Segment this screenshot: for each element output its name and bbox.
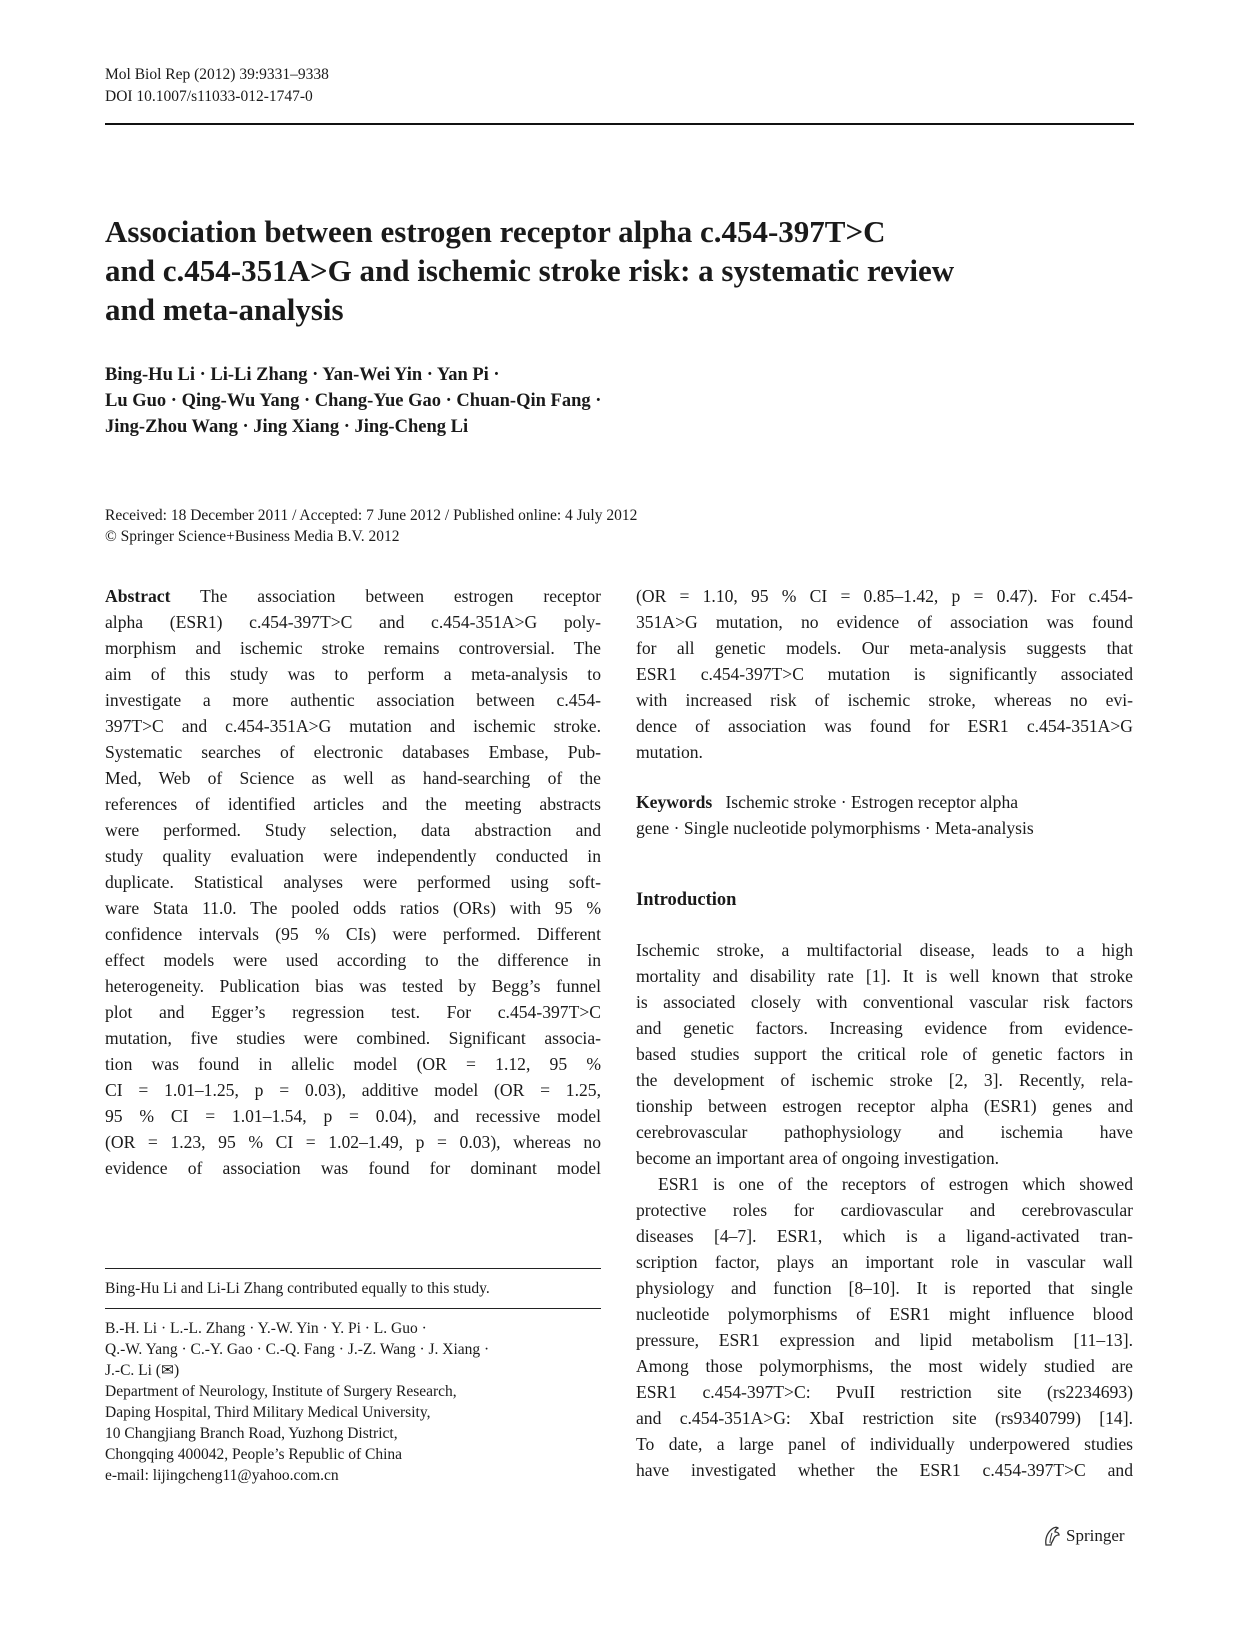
keywords	[636, 789, 1133, 841]
dates-line: Received: 18 December 2011 / Accepted: 7 June 2012 / Published online: 4 July 2012	[105, 507, 638, 524]
abstract-line: were performed. Study selection, data abstraction and	[105, 820, 601, 840]
intro-line: pressure, ESR1 expression and lipid metabolism [11–13].	[636, 1330, 1133, 1350]
introduction-heading	[636, 887, 1133, 913]
affiliation-line: Chongqing 400042, People’s Republic of China	[105, 1446, 403, 1463]
abstract-line: 397T>C and c.454-351A>G mutation and ischemic stroke.	[105, 716, 601, 736]
author-list	[105, 362, 1105, 440]
abstract-line: plot and Egger’s regression test. For c.454-397T>C	[105, 1002, 601, 1022]
abstract-line: ware Stata 11.0. The pooled odds ratios (ORs) with 95 %	[105, 898, 601, 918]
intro-line: have investigated whether the ESR1 c.454-397T>C and	[636, 1460, 1133, 1480]
intro-line: mortality and disability rate [1]. It is well known that stroke	[636, 966, 1133, 986]
abstract-line: alpha (ESR1) c.454-397T>C and c.454-351A>G poly-	[105, 612, 601, 632]
intro-line: become an important area of ongoing investigation.	[636, 1148, 1000, 1168]
intro-line: To date, a large panel of individually underpowered studies	[636, 1434, 1133, 1454]
abstract-line: (OR = 1.23, 95 % CI = 1.02–1.49, p = 0.03), whereas no	[105, 1132, 601, 1152]
intro-line: and c.454-351A>G: XbaI restriction site (rs9340799) [14].	[636, 1408, 1133, 1428]
footnote-rule	[105, 1308, 601, 1309]
abstract-line: 95 % CI = 1.01–1.54, p = 0.04), and recessive model	[105, 1106, 601, 1126]
intro-line: ESR1 is one of the receptors of estrogen which showed	[658, 1174, 1133, 1194]
publisher-logo	[1042, 1525, 1125, 1547]
paper-title	[105, 212, 1145, 329]
abstract-line: Systematic searches of electronic databases Embase, Pub-	[105, 742, 601, 762]
abstract-line: confidence intervals (95 % CIs) were performed. Different	[105, 924, 601, 944]
intro-line: diseases [4–7]. ESR1, which is a ligand-activated tran-	[636, 1226, 1133, 1246]
abstract-line: evidence of association was found for dominant model	[105, 1158, 601, 1178]
intro-line: ESR1 c.454-397T>C: PvuII restriction site (rs2234693)	[636, 1382, 1133, 1402]
intro-line: Ischemic stroke, a multifactorial disease, leads to a high	[636, 940, 1133, 960]
journal-header	[105, 64, 329, 108]
title-line: and c.454-351A>G and ischemic stroke risk: a systematic review	[105, 253, 955, 288]
journal-citation: Mol Biol Rep (2012) 39:9331–9338	[105, 66, 329, 83]
abstract-line: Med, Web of Science as well as hand-searching of the	[105, 768, 601, 788]
publication-dates	[105, 505, 637, 547]
doi: DOI 10.1007/s11033-012-1747-0	[105, 88, 313, 105]
abstract-line: (OR = 1.10, 95 % CI = 0.85–1.42, p = 0.47). For c.454-	[636, 586, 1133, 606]
title-line: Association between estrogen receptor alpha c.454-397T>C	[105, 214, 886, 249]
affiliation-line: Department of Neurology, Institute of Surgery Research,	[105, 1383, 457, 1400]
abstract-line: for all genetic models. Our meta-analysis suggests that	[636, 638, 1133, 658]
intro-line: protective roles for cardiovascular and cerebrovascular	[636, 1200, 1133, 1220]
abstract-line: 351A>G mutation, no evidence of association was found	[636, 612, 1133, 632]
publisher-name: Springer	[1066, 1526, 1125, 1545]
header-rule	[105, 123, 1134, 125]
intro-line: scription factor, plays an important role in vascular wall	[636, 1252, 1133, 1272]
abstract-continued	[636, 583, 1133, 765]
abstract-line: heterogeneity. Publication bias was tested by Begg’s funnel	[105, 976, 601, 996]
abstract	[105, 583, 601, 1181]
keywords-line: gene · Single nucleotide polymorphisms · Meta-analysis	[636, 818, 1034, 838]
abstract-line: study quality evaluation were independently conducted in	[105, 846, 601, 866]
abstract-line: with increased risk of ischemic stroke, whereas no evi-	[636, 690, 1133, 710]
intro-line: the development of ischemic stroke [2, 3]. Recently, rela-	[636, 1070, 1133, 1090]
affiliation-line: B.-H. Li · L.-L. Zhang · Y.-W. Yin · Y. Pi · L. Guo ·	[105, 1320, 427, 1337]
author-line: Lu Guo · Qing-Wu Yang · Chang-Yue Gao · Chuan-Qin Fang ·	[105, 391, 602, 411]
abstract-line: references of identified articles and the meeting abstracts	[105, 794, 601, 814]
abstract-line: morphism and ischemic stroke remains controversial. The	[105, 638, 601, 658]
abstract-line: effect models were used according to the difference in	[105, 950, 601, 970]
affiliation-line: Daping Hospital, Third Military Medical University,	[105, 1404, 431, 1421]
abstract-line: aim of this study was to perform a meta-analysis to	[105, 664, 601, 684]
intro-line: Among those polymorphisms, the most widely studied are	[636, 1356, 1133, 1376]
left-column	[105, 583, 601, 1181]
abstract-line: CI = 1.01–1.25, p = 0.03), additive model (OR = 1.25,	[105, 1080, 601, 1100]
abstract-label: Abstract	[105, 586, 171, 606]
affiliation-line: 10 Changjiang Branch Road, Yuzhong District,	[105, 1425, 398, 1442]
intro-line: tionship between estrogen receptor alpha (ESR1) genes and	[636, 1096, 1133, 1116]
affiliation-line: J.-C. Li (✉)	[105, 1362, 180, 1379]
section-heading: Introduction	[636, 890, 737, 910]
abstract-line: duplicate. Statistical analyses were performed using soft-	[105, 872, 601, 892]
affiliation-line: Q.-W. Yang · C.-Y. Gao · C.-Q. Fang · J.-Z. Wang · J. Xiang ·	[105, 1341, 490, 1358]
author-line: Bing-Hu Li · Li-Li Zhang · Yan-Wei Yin · Yan Pi ·	[105, 365, 500, 385]
intro-line: is associated closely with conventional vascular risk factors	[636, 992, 1133, 1012]
intro-paragraph-2	[636, 1171, 1133, 1483]
title-line: and meta-analysis	[105, 292, 344, 327]
right-column	[636, 583, 1133, 1483]
copyright-line: © Springer Science+Business Media B.V. 2012	[105, 528, 400, 545]
abstract-line: ESR1 c.454-397T>C mutation is significantly associated	[636, 664, 1133, 684]
intro-paragraph-1	[636, 937, 1133, 1171]
keywords-line: Ischemic stroke · Estrogen receptor alpha	[725, 792, 1019, 812]
abstract-line: investigate a more authentic association between c.454-	[105, 690, 601, 710]
email-line[interactable]: e-mail: lijingcheng11@yahoo.com.cn	[105, 1467, 339, 1484]
abstract-line: mutation.	[636, 742, 703, 762]
springer-horse-icon	[1042, 1525, 1062, 1547]
affiliation-block	[105, 1318, 489, 1486]
intro-line: cerebrovascular pathophysiology and ischemia have	[636, 1122, 1133, 1142]
abstract-line: The association between estrogen receptor	[170, 586, 601, 606]
intro-line: nucleotide polymorphisms of ESR1 might influence blood	[636, 1304, 1133, 1324]
author-line: Jing-Zhou Wang · Jing Xiang · Jing-Cheng Li	[105, 417, 469, 437]
intro-line: based studies support the critical role of genetic factors in	[636, 1044, 1133, 1064]
abstract-line: mutation, five studies were combined. Significant associa-	[105, 1028, 601, 1048]
intro-line: physiology and function [8–10]. It is reported that single	[636, 1278, 1133, 1298]
footnote-rule	[105, 1268, 601, 1269]
intro-line: and genetic factors. Increasing evidence from evidence-	[636, 1018, 1133, 1038]
abstract-line: tion was found in allelic model (OR = 1.12, 95 %	[105, 1054, 601, 1074]
contribution-note: Bing-Hu Li and Li-Li Zhang contributed equally to this study.	[105, 1280, 490, 1297]
keywords-label: Keywords	[636, 792, 713, 812]
abstract-line: dence of association was found for ESR1 c.454-351A>G	[636, 716, 1133, 736]
